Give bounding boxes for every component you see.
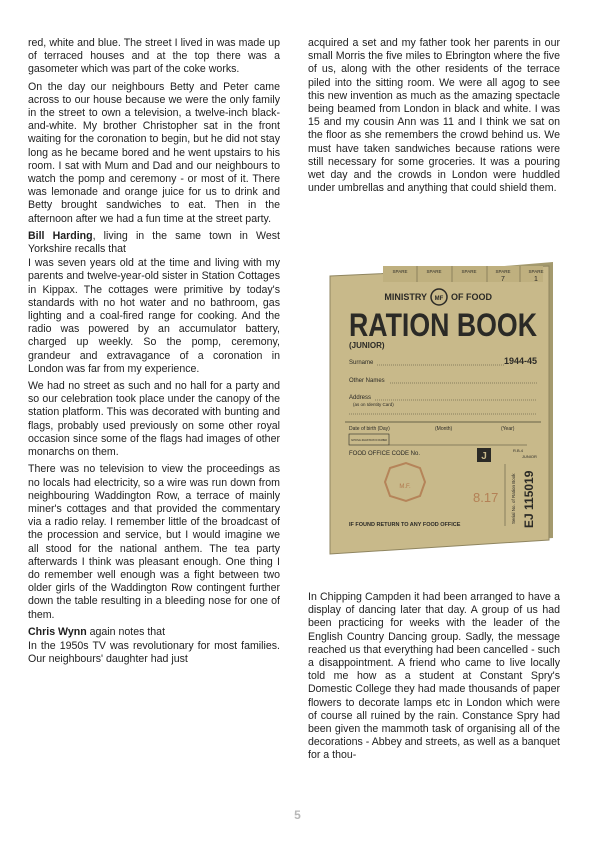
address-note: (as on Identity Card)	[353, 402, 394, 407]
year-label: 1944-45	[503, 356, 537, 366]
serial-number: EJ 115019	[522, 470, 536, 528]
spare-label: SPARE	[495, 269, 511, 274]
ministry-label: MINISTRY	[384, 292, 427, 302]
paragraph: In Chipping Campden it had been arranged to have a display of dancing later that day. A group of us had been practicing for weeks with the leader of the English Country Dancing group. Sadly, the message reached us that everything had been cancelled - such a disappointment. A friend who came to live locally told me how as a student at Constant Spry's Domestic College they had made thousands of paper flowers to decorate lamps etc in London which were of course all ruined by the rain. Constance Spry had been given the mammoth task of organising all of the decorations - Abbey and streets, as well as a banquet for a thou-	[308, 591, 560, 762]
paragraph: We had no street as such and no hall for a party and so our celebration took place under the canopy of the station platform. This was decorated with bunting and flags, probably used previously on some other royal occasion since some of the flags had images of other monarchs on them.	[28, 380, 280, 459]
registration-label: NATIONAL REGISTRATION NUMBER	[351, 438, 388, 442]
rbs-label: R.B.4	[513, 448, 524, 453]
surname-label: Surname	[349, 360, 374, 366]
junior-label: (JUNIOR)	[349, 341, 385, 350]
other-names-label: Other Names	[349, 378, 385, 384]
stamp-label: M.F.	[399, 484, 411, 490]
intro-text: , living in the same town in West Yorkshire recalls that	[28, 229, 280, 256]
paragraph: On the day our neighbours Betty and Peter came across to our house because we were the only family in the street to own a television, a twelve-inch black-and-white. My brother Christopher sat in the front waiting for the coronation to begin, but he did not stay long as he became bored and he went upstairs to his room. I sat with Mum and Dad and our neighbours to watch the pomp and ceremony - or most of it. There was lemonade and orange juice for us to drink and Betty brought sandwiches to eat. Then in the afternoon after we had a fun time at the street party.	[28, 80, 280, 225]
junior-small-label: JUNIOR	[522, 454, 537, 459]
serial-label: Serial No. of Ration Book	[511, 473, 516, 524]
intro-text: again notes that	[86, 625, 166, 638]
svg-text:MF: MF	[434, 296, 444, 302]
return-notice: IF FOUND RETURN TO ANY FOOD OFFICE	[349, 522, 461, 528]
coupon-number: 1	[534, 276, 538, 283]
paragraph-intro	[28, 230, 280, 256]
address-label: Address	[349, 395, 372, 401]
coupon-number: 7	[501, 276, 505, 283]
spare-label: SPARE	[528, 269, 544, 274]
person-name: Bill Harding	[28, 229, 93, 242]
paragraph: I was seven years old at the time and living with my parents and twelve-year-old sister in Station Cottages in Kippax. The cottages were primitive by today's standards with no hot water and no bathroom, gas lighting and a coal-fired range for cooking. And the radio was powered by an accumulator battery, charged up weekly. So the pomp, ceremony, grandeur and extravagance of a coronation in London was far from my experience.	[28, 257, 280, 375]
month-label: (Month)	[435, 426, 453, 432]
paragraph: In the 1950s TV was revolutionary for most families. Our neighbours' daughter had just	[28, 639, 280, 666]
category-letter: J	[481, 451, 487, 462]
paragraph: There was no television to view the proceedings as no locals had electricity, so a wire was run down from neighbouring Waddington Row, a terrace of mainly miner's cottages and that provided the commentary via a radio relay. I remember little of the broadcast of the procession and service, but I would imagine we all stood for the national anthem. The tea party afterwards I think was pleasant enough. One thing I do remember well enough was a fight between two older girls of the Waddington Row contingent further down the table resulting in a bleeding nose for one of them.	[28, 463, 280, 621]
left-column	[28, 37, 280, 670]
paragraph: red, white and blue. The street I lived in was made up of terraced houses and at the top there was a gasometer which was part of the coke works.	[28, 37, 280, 76]
year-field-label: (Year)	[501, 426, 515, 432]
right-column	[308, 37, 560, 199]
of-food-label: OF FOOD	[451, 292, 492, 302]
ration-book-title: RATION BOOK	[349, 307, 537, 343]
dob-label: Date of birth (Day)	[349, 426, 390, 432]
right-column-lower	[308, 591, 560, 767]
paragraph-intro	[28, 626, 280, 639]
page-number: 5	[294, 808, 301, 822]
spare-label: SPARE	[426, 269, 442, 274]
spare-label: SPARE	[392, 269, 408, 274]
food-office-label: FOOD OFFICE CODE No.	[349, 451, 421, 457]
spare-label: SPARE	[461, 269, 477, 274]
paragraph: acquired a set and my father took her parents in our small Morris the five miles to Ebrington where the five of us, along with the other residents of the terrace piled into the sitting room. We were all agog to see this new invention as much as the amazing spectacle being beamed from London in black and white. I was 15 and my cousin Ann was 11 and I think we sat on the floor as she remembers the crowd behind us. We must have taken sandwiches because rations were still necessary for some groceries. It was a pouring wet day and the crowds in London were huddled under umbrellas and anything that could shield them.	[308, 37, 560, 195]
ration-book-image	[327, 256, 557, 561]
stamp-number: 8.17	[473, 490, 499, 505]
person-name: Chris Wynn	[28, 625, 87, 638]
